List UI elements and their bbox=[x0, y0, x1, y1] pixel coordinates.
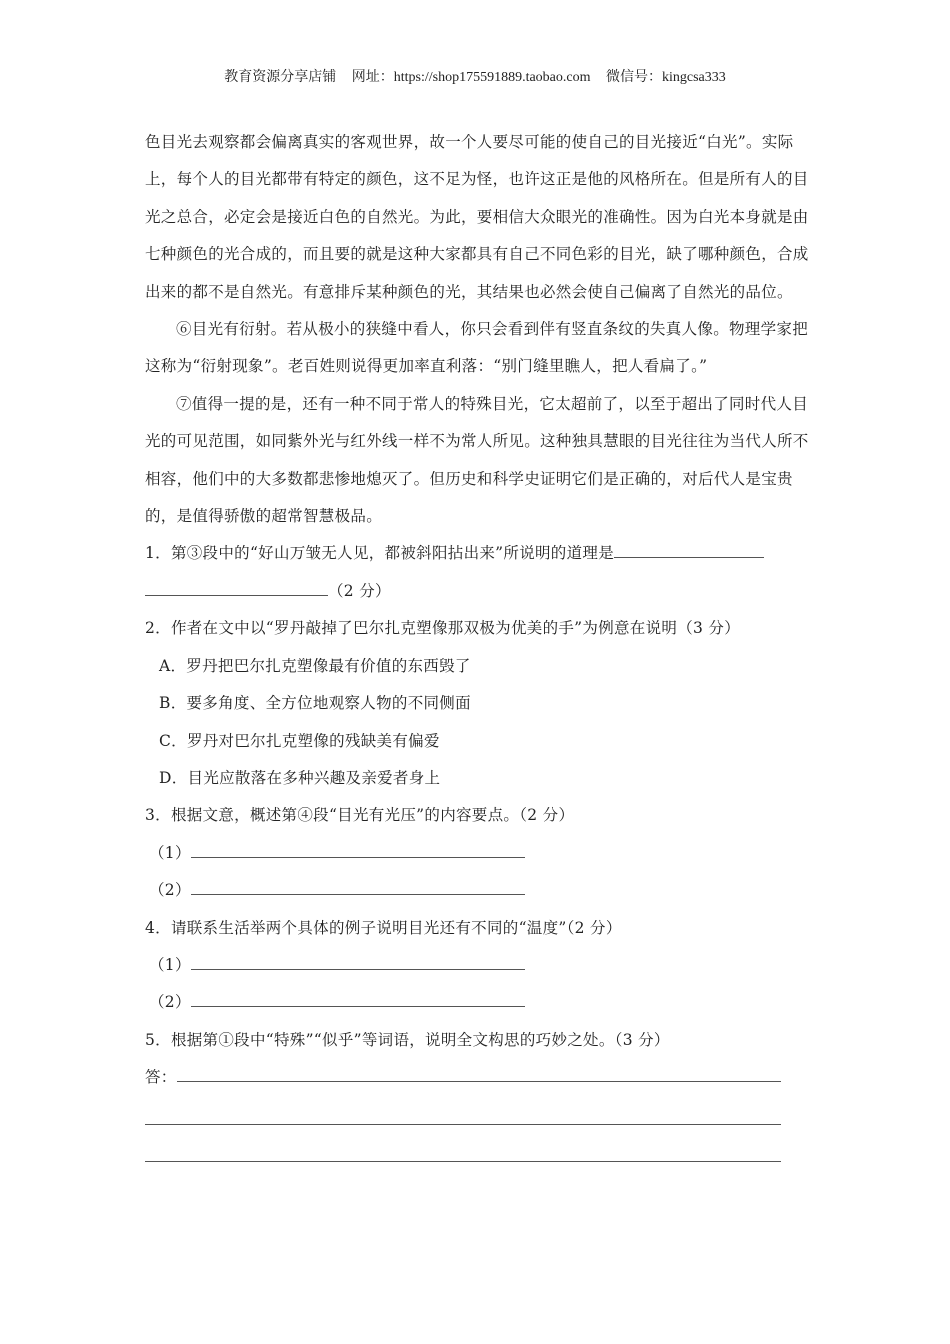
item-number: （1） bbox=[149, 955, 191, 974]
question-4: 4．请联系生活举两个具体的例子说明目光还有不同的“温度”（2 分） bbox=[145, 918, 622, 937]
question-4-item-1 bbox=[145, 947, 810, 984]
wechat-id: 微信号：kingcsa333 bbox=[606, 70, 726, 85]
question-1-score: （2 分） bbox=[328, 581, 391, 600]
question-2: 2．作者在文中以“罗丹敲掉了巴尔扎克塑像那双极为优美的手”为例意在说明（3 分） bbox=[145, 619, 741, 638]
answer-blank[interactable] bbox=[191, 1005, 525, 1007]
answer-blank[interactable] bbox=[191, 893, 525, 895]
passage-paragraph-7: ⑦值得一提的是，还有一种不同于常人的特殊目光，它太超前了，以至于超出了同时代人目光的可见范围，如同紫外光与红外线一样不为常人所见。这种独具慧眼的目光往往为当代人所不相容，他们中的大多数都悲惨地熄灭了。但历史和科学史证明它们是正确的，对后代人是宝贵的，是值得骄傲的超常智慧极品。 bbox=[145, 394, 809, 526]
answer-line[interactable] bbox=[145, 1134, 810, 1171]
option-b[interactable]: B．要多角度、全方位地观察人物的不同侧面 bbox=[159, 694, 471, 713]
question-3-item-2 bbox=[145, 872, 810, 909]
answer-label: 答： bbox=[145, 1068, 177, 1087]
question-5: 5．根据第①段中“特殊”“似乎”等词语，说明全文构思的巧妙之处。（3 分） bbox=[145, 1030, 670, 1049]
answer-blank[interactable] bbox=[145, 594, 328, 596]
question-3: 3．根据文意，概述第④段“目光有光压”的内容要点。（2 分） bbox=[145, 806, 575, 825]
question-1-text: 1．第③段中的“好山万皱无人见，都被斜阳拈出来”所说明的道理是 bbox=[145, 544, 615, 563]
answer-blank[interactable] bbox=[614, 556, 764, 558]
item-number: （2） bbox=[149, 881, 191, 900]
question-5-answer bbox=[145, 1059, 810, 1096]
question-4-item-2 bbox=[145, 984, 810, 1021]
answer-blank[interactable] bbox=[191, 968, 525, 970]
answer-line[interactable] bbox=[145, 1097, 810, 1134]
option-d[interactable]: D．目光应散落在多种兴趣及亲爱者身上 bbox=[159, 768, 441, 787]
answer-blank[interactable] bbox=[191, 856, 525, 858]
answer-blank[interactable] bbox=[177, 1080, 781, 1082]
question-1 bbox=[145, 535, 810, 572]
item-number: （1） bbox=[149, 843, 191, 862]
page-header bbox=[0, 66, 950, 86]
document-body bbox=[145, 124, 810, 1171]
passage-paragraph-6: ⑥目光有衍射。若从极小的狭缝中看人，你只会看到伴有竖直条纹的失真人像。物理学家把这称为“衍射现象”。老百姓则说得更加率直利落：“别门缝里瞧人，把人看扁了。” bbox=[145, 320, 809, 376]
shop-name: 教育资源分享店铺 bbox=[224, 70, 337, 85]
passage-paragraph-continued: 色目光去观察都会偏离真实的客观世界，故一个人要尽可能的使自己的目光接近“白光”。实际上，每个人的目光都带有特定的颜色，这不足为怪，也许这正是他的风格所在。但是所有人的目光之总合，必定会是接近白色的自然光。为此，要相信大众眼光的准确性。因为白光本身就是由七种颜色的光合成的，而且要的就是这种大家都具有自己不同色彩的目光，缺了哪种颜色，合成出来的都不是自然光。有意排斥某种颜色的光，其结果也必然会使自己偏离了自然光的品位。 bbox=[145, 133, 809, 301]
question-3-item-1 bbox=[145, 835, 810, 872]
item-number: （2） bbox=[149, 993, 191, 1012]
shop-url: 网址：https://shop175591889.taobao.com bbox=[351, 70, 591, 85]
question-1-continued bbox=[145, 573, 810, 610]
option-c[interactable]: C．罗丹对巴尔扎克塑像的残缺美有偏爱 bbox=[159, 731, 440, 750]
option-a[interactable]: A．罗丹把巴尔扎克塑像最有价值的东西毁了 bbox=[159, 656, 471, 675]
